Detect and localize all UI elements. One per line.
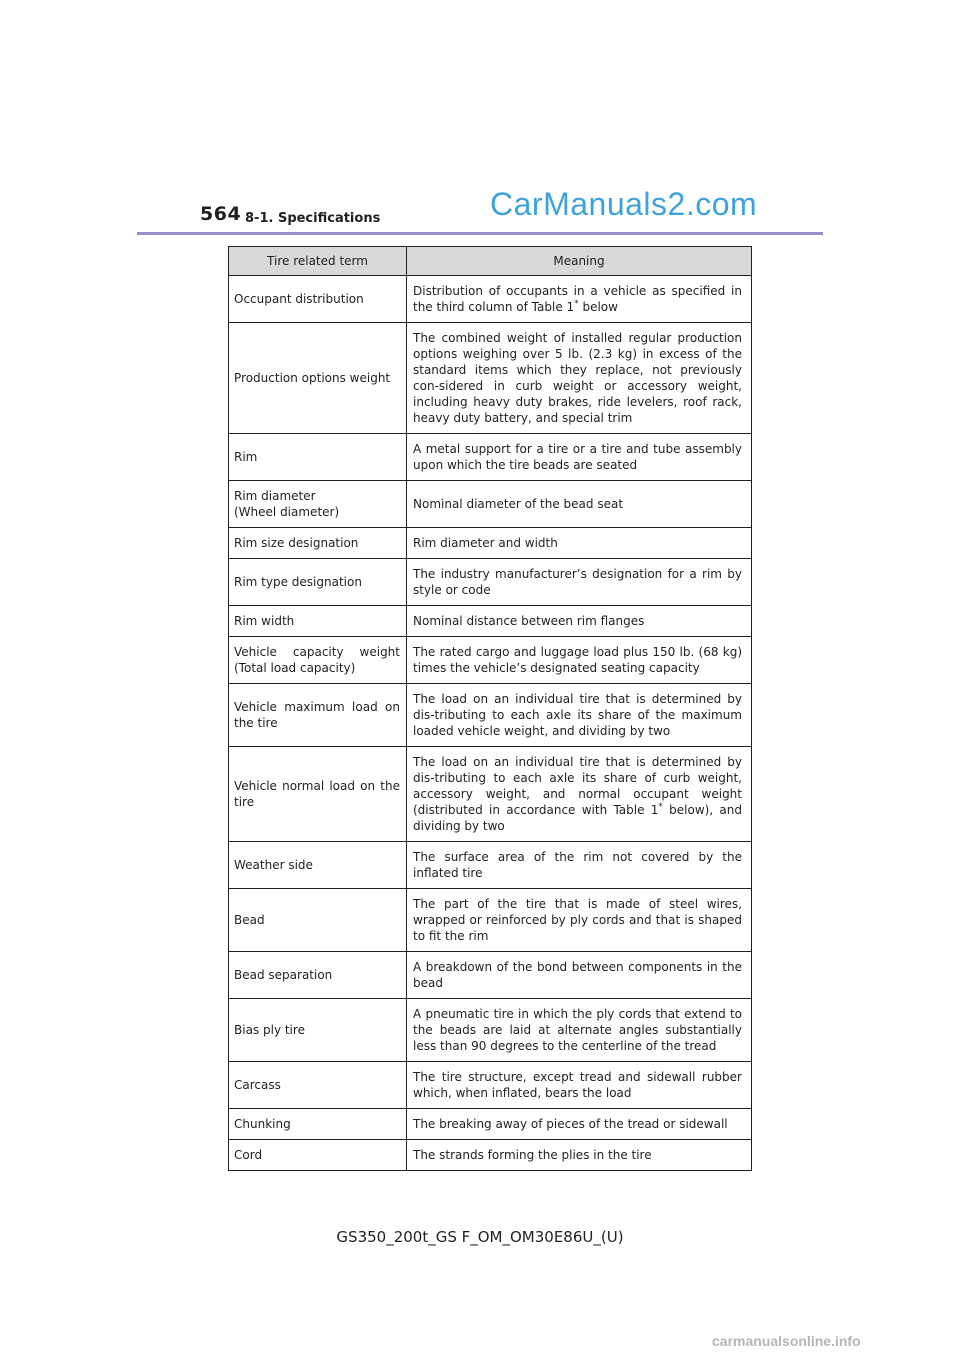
term-cell: Rim size designation — [229, 528, 407, 559]
table-row — [229, 889, 752, 952]
table-row — [229, 952, 752, 999]
footnote-mark: * — [574, 299, 579, 309]
site-watermark[interactable]: carmanualsonline.info — [712, 1333, 861, 1349]
header-rule — [137, 232, 823, 235]
meaning-cell: The load on an individual tire that is determined by dis-tributing to each axle its share of curb weight, accessory weight, and normal occupant weight (distributed in accordance with Table 1* below), and dividing by two — [407, 747, 752, 842]
term-cell: Vehicle normal load on the tire — [229, 747, 407, 842]
table-row — [229, 528, 752, 559]
term-cell: Vehicle maximum load on the tire — [229, 684, 407, 747]
table-row — [229, 684, 752, 747]
term-cell: Rim — [229, 434, 407, 481]
table-row — [229, 606, 752, 637]
table-row — [229, 842, 752, 889]
table-row — [229, 1109, 752, 1140]
meaning-cell: Rim diameter and width — [407, 528, 752, 559]
table-row — [229, 1062, 752, 1109]
term-cell: Chunking — [229, 1109, 407, 1140]
meaning-cell: The combined weight of installed regular production options weighing over 5 lb. (2.3 kg) in excess of the standard items which they replace, not previously con-sidered in curb weight or accessory weight, including heavy duty brakes, ride levelers, roof rack, heavy duty battery, and special trim — [407, 323, 752, 434]
meaning-cell: The rated cargo and luggage load plus 150 lb. (68 kg) times the vehicle’s designated seating capacity — [407, 637, 752, 684]
table-row — [229, 434, 752, 481]
meaning-cell: Nominal distance between rim flanges — [407, 606, 752, 637]
term-cell: Rim diameter (Wheel diameter) — [229, 481, 407, 528]
table-row — [229, 1140, 752, 1171]
meaning-cell: A breakdown of the bond between components in the bead — [407, 952, 752, 999]
table-row — [229, 481, 752, 528]
meaning-cell: The part of the tire that is made of steel wires, wrapped or reinforced by ply cords and that is shaped to fit the rim — [407, 889, 752, 952]
section-title: 8-1. Specifications — [245, 211, 381, 226]
document-code: GS350_200t_GS F_OM_OM30E86U_(U) — [336, 1228, 624, 1246]
footnote-mark: * — [658, 802, 663, 812]
meaning-cell: A metal support for a tire or a tire and tube assembly upon which the tire beads are seated — [407, 434, 752, 481]
term-cell: Bead separation — [229, 952, 407, 999]
term-cell: Occupant distribution — [229, 276, 407, 323]
table-row — [229, 559, 752, 606]
tire-terms-table — [228, 246, 752, 1171]
meaning-cell: The breaking away of pieces of the tread or sidewall — [407, 1109, 752, 1140]
term-cell: Cord — [229, 1140, 407, 1171]
table-row — [229, 999, 752, 1062]
meaning-cell: A pneumatic tire in which the ply cords that extend to the beads are laid at alternate angles substantially less than 90 degrees to the centerline of the tread — [407, 999, 752, 1062]
meaning-cell: The load on an individual tire that is determined by dis-tributing to each axle its share of the maximum loaded vehicle weight, and dividing by two — [407, 684, 752, 747]
meaning-cell: The strands forming the plies in the tire — [407, 1140, 752, 1171]
column-header-meaning: Meaning — [407, 247, 752, 276]
table-row — [229, 747, 752, 842]
term-cell: Bead — [229, 889, 407, 952]
table-row — [229, 276, 752, 323]
watermark-logo[interactable]: CarManuals2.com — [490, 186, 758, 222]
meaning-cell: The industry manufacturer’s designation for a rim by style or code — [407, 559, 752, 606]
meaning-cell: Nominal diameter of the bead seat — [407, 481, 752, 528]
term-cell: Bias ply tire — [229, 999, 407, 1062]
term-cell: Vehicle capacity weight (Total load capacity) — [229, 637, 407, 684]
page-number: 564 — [200, 203, 242, 225]
table-row — [229, 323, 752, 434]
column-header-term: Tire related term — [229, 247, 407, 276]
term-cell: Carcass — [229, 1062, 407, 1109]
meaning-cell: Distribution of occupants in a vehicle as specified in the third column of Table 1* below — [407, 276, 752, 323]
meaning-cell: The surface area of the rim not covered by the inflated tire — [407, 842, 752, 889]
meaning-cell: The tire structure, except tread and sidewall rubber which, when inflated, bears the load — [407, 1062, 752, 1109]
term-cell: Rim width — [229, 606, 407, 637]
table-row — [229, 637, 752, 684]
term-cell: Weather side — [229, 842, 407, 889]
term-cell: Rim type designation — [229, 559, 407, 606]
table-header-row — [229, 247, 752, 276]
term-cell: Production options weight — [229, 323, 407, 434]
